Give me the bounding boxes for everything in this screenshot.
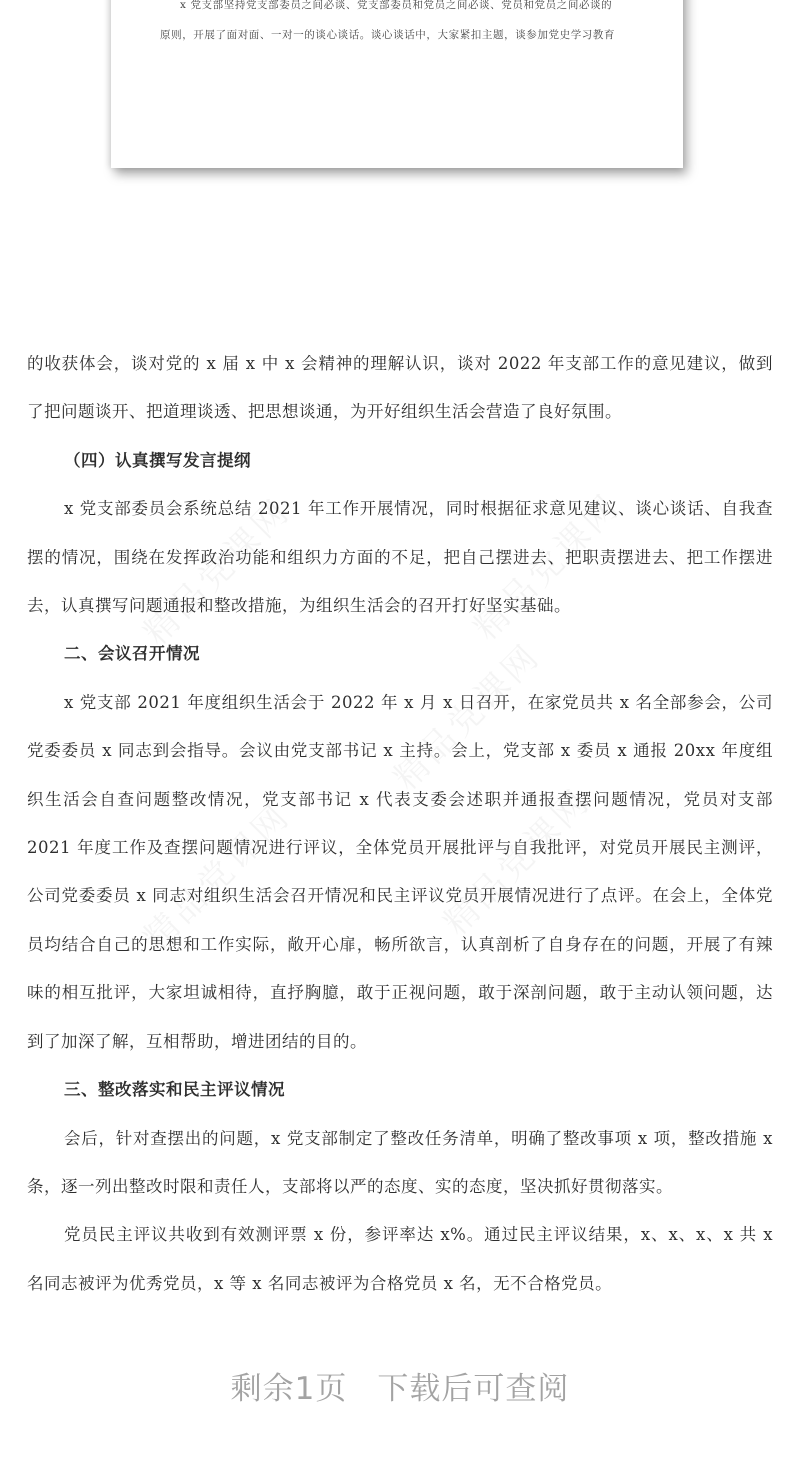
- remaining-pages-label: 剩余1页: [230, 1371, 348, 1407]
- heading-meeting-held: 二、会议召开情况: [64, 644, 200, 664]
- preview-line-2: 原则，开展了面对面、一对一的谈心谈话。谈心谈话中，大家紧扣主题，谈参加党史学习教育: [160, 29, 616, 41]
- paragraph-rectification-list: 会后，针对查摆出的问题，x 党支部制定了整改任务清单，明确了整改事项 x 项，整改措施 x 条，逐一列出整改时限和责任人，支部将以严的态度、实的态度，坚决抓好贯彻落实。: [27, 1128, 773, 1196]
- heading-writing-outline: （四）认真撰写发言提纲: [64, 450, 251, 470]
- download-to-view-label: 下载后可查阅: [377, 1371, 570, 1407]
- document-body: [27, 340, 773, 1308]
- heading-rectification: 三、整改落实和民主评议情况: [64, 1080, 285, 1100]
- paragraph-meeting-details: x 党支部 2021 年度组织生活会于 2022 年 x 月 x 日召开，在家党员共 x 名全部参会，公司党委委员 x 同志到会指导。会议由党支部书记 x 主持。会上，党支部 x 委员 x 通报 20xx 年度组织生活会自查问题整改情况，党支部书记 x 代表支委会述职并通报查摆问题情况，党员对支部 2021 年度工作及查摆问题情况进行评议，全体党员开展批评与自我批评，对党员开展民主测评，公司党委委员 x 同志对组织生活会召开情况和民主评议党员开展情况进行了点评。在会上，全体党员均结合自己的思想和工作实际，敞开心扉，畅所欲言，认真剖析了自身存在的问题，开展了有辣味的相互批评，大家坦诚相待，直抒胸臆，敢于正视问题，敢于深剖问题，敢于主动认领问题，达到了加深了解，互相帮助，增进团结的目的。: [27, 692, 773, 1051]
- preview-page-card: [111, 0, 683, 168]
- download-prompt[interactable]: [0, 1363, 800, 1408]
- paragraph-evaluation-results: 党员民主评议共收到有效测评票 x 份，参评率达 x%。通过民主评议结果，x、x、x、x 共 x 名同志被评为优秀党员，x 等 x 名同志被评为合格党员 x 名，无不合格党员。: [27, 1225, 773, 1293]
- paragraph-committee-summary: x 党支部委员会系统总结 2021 年工作开展情况，同时根据征求意见建议、谈心谈话、自我查摆的情况，围绕在发挥政治功能和组织力方面的不足，把自己摆进去、把职责摆进去、把工作摆进去，认真撰写问题通报和整改措施，为组织生活会的召开打好坚实基础。: [27, 499, 773, 616]
- paragraph-continuation: 的收获体会，谈对党的 x 届 x 中 x 会精神的理解认识，谈对 2022 年支部工作的意见建议，做到了把问题谈开、把道理谈透、把思想谈通，为开好组织生活会营造了良好氛围。: [27, 354, 773, 422]
- preview-line-1: x 党支部坚持党支部委员之间必谈、党支部委员和党员之间必谈、党员和党员之间必谈的: [180, 0, 613, 11]
